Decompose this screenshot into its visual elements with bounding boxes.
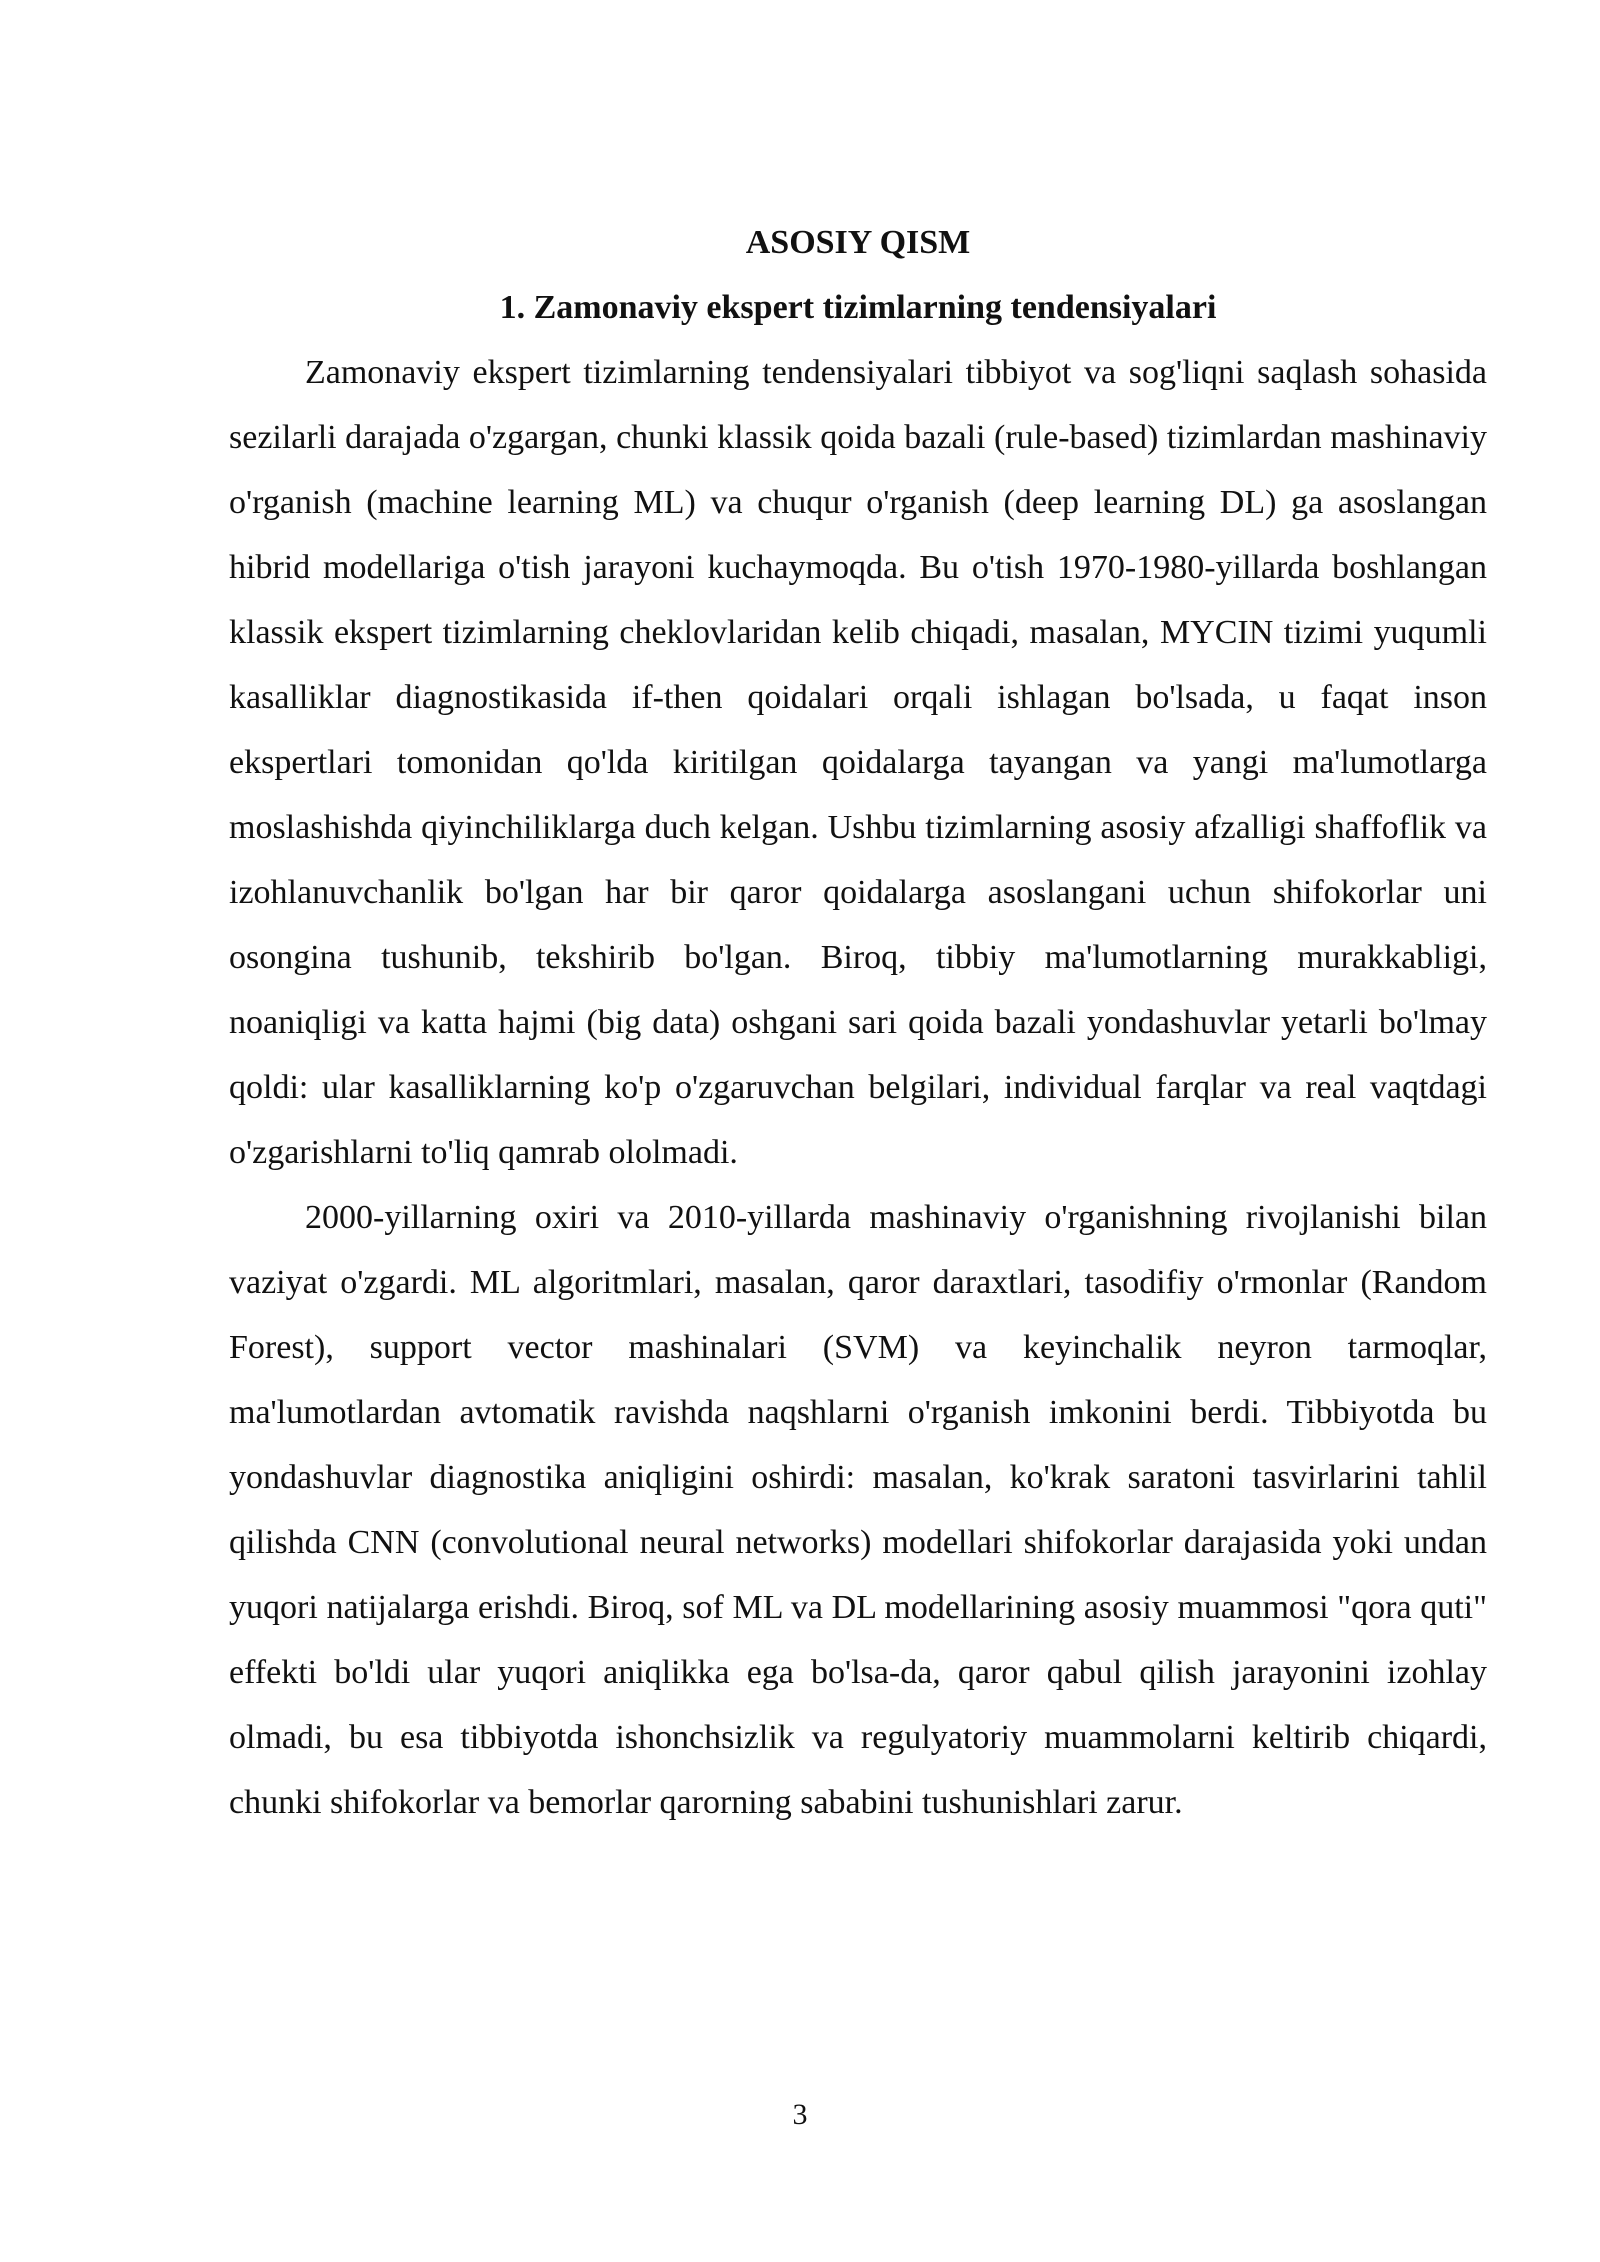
page-content [229,210,1487,1835]
page-number: 3 [792,2098,808,2131]
section-title: ASOSIY QISM [745,224,971,261]
body-paragraph-1: Zamonaviy ekspert tizimlarning tendensiyalari tibbiyot va sog'liqni saqlash sohasida sezilarli darajada o'zgargan, chunki klassik qoida bazali (rule-based) tizimlardan mashinaviy o'rganish (machine learning ML) va chuqur o'rganish (deep learning DL) ga asoslangan hibrid modellariga o'tish jarayoni kuchaymoqda. Bu o'tish 1970-1980-yillarda boshlangan klassik ekspert tizimlarning cheklovlaridan kelib chiqadi, masalan, MYCIN tizimi yuqumli kasalliklar diagnostikasida if-then qoidalari orqali ishlagan bo'lsada, u faqat inson ekspertlari tomonidan qo'lda kiritilgan qoidalarga tayangan va yangi ma'lumotlarga moslashishda qiyinchiliklarga duch kelgan. Ushbu tizimlarning asosiy afzalligi shaffoflik va izohlanuvchanlik bo'lgan har bir qaror qoidalarga asoslangani uchun shifokorlar uni osongina tushunib, tekshirib bo'lgan. Biroq, tibbiy ma'lumotlarning murakkabligi, noaniqligi va katta hajmi (big data) oshgani sari qoida bazali yondashuvlar yetarli bo'lmay qoldi: ular kasalliklarning ko'p o'zgaruvchan belgilari, individual farqlar va real vaqtdagi o'zgarishlarni to'liq qamrab ololmadi. [229,354,1487,1171]
subsection-title: 1. Zamonaviy ekspert tizimlarning tendensiyalari [499,289,1217,326]
body-paragraph-2: 2000-yillarning oxiri va 2010-yillarda mashinaviy o'rganishning rivojlanishi bilan vaziyat o'zgardi. ML algoritmlari, masalan, qaror daraxtlari, tasodifiy o'rmonlar (Random Forest), support vector mashinalari (SVM) va keyinchalik neyron tarmoqlar, ma'lumotlardan avtomatik ravishda naqshlarni o'rganish imkonini berdi. Tibbiyotda bu yondashuvlar diagnostika aniqligini oshirdi: masalan, ko'krak saratoni tasvirlarini tahlil qilishda CNN (convolutional neural networks) modellari shifokorlar darajasida yoki undan yuqori natijalarga erishdi. Biroq, sof ML va DL modellarining asosiy muammosi "qora quti" effekti bo'ldi ular yuqori aniqlikka ega bo'lsa-da, qaror qabul qilish jarayonini izohlay olmadi, bu esa tibbiyotda ishonchsizlik va regulyatoriy muammolarni keltirib chiqardi, chunki shifokorlar va bemorlar qarorning sababini tushunishlari zarur. [229,1199,1487,1821]
